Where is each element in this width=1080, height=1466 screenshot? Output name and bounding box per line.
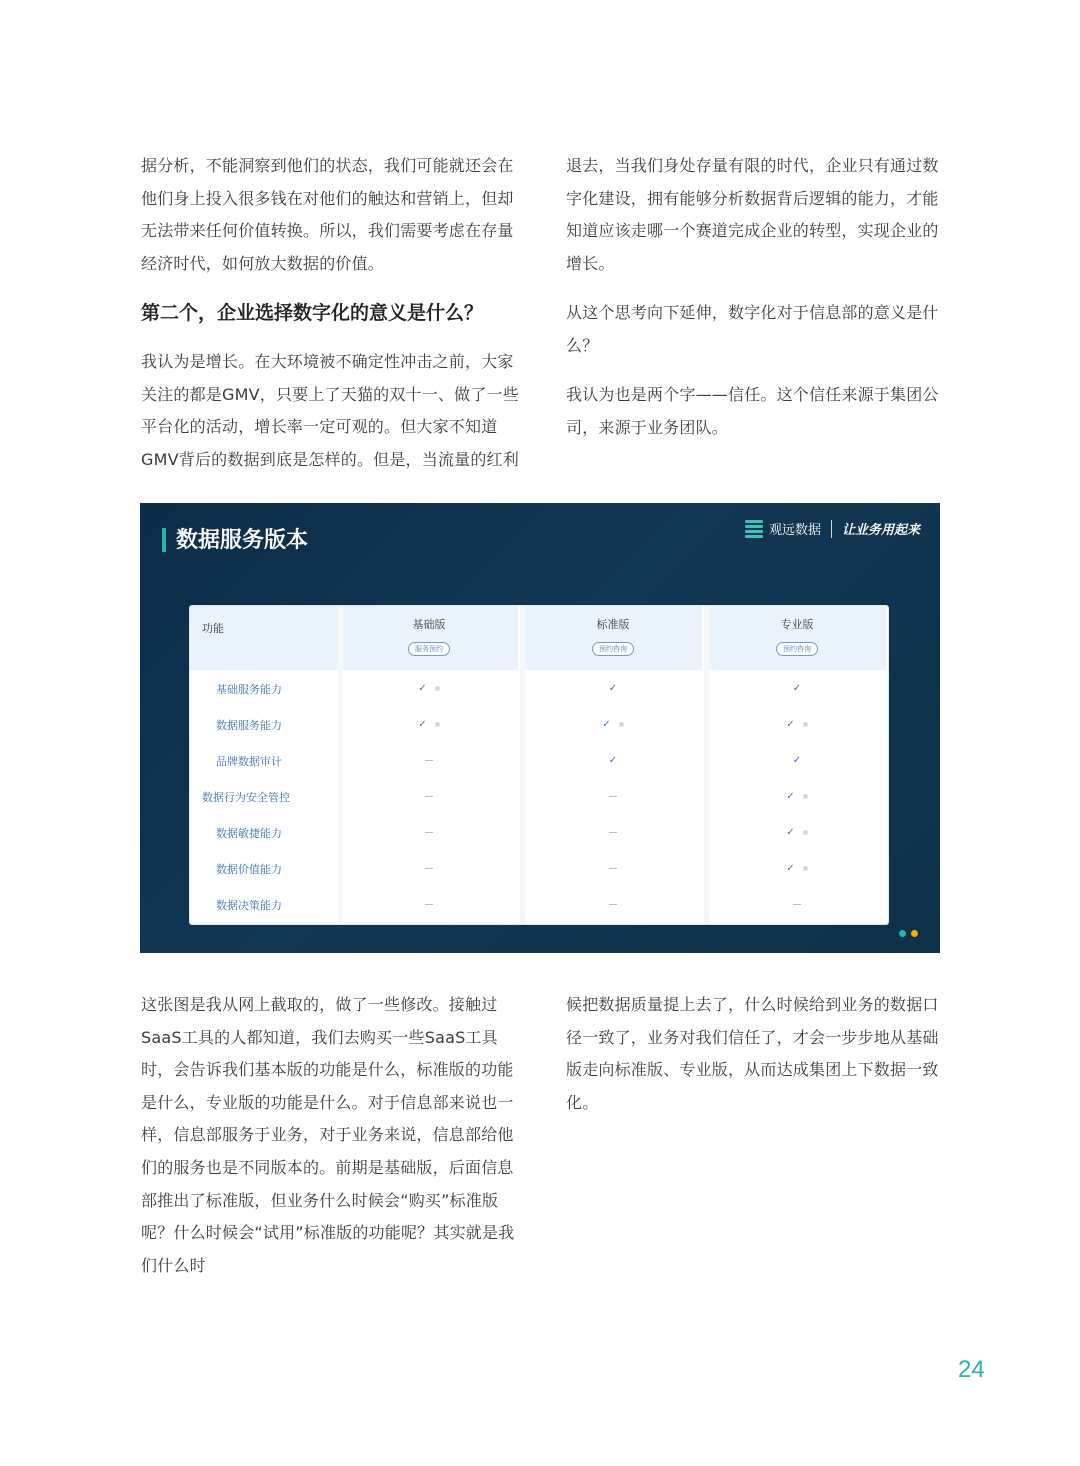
check-icon: ✓: [792, 754, 802, 766]
plan-button[interactable]: 服务预约: [408, 642, 450, 656]
feature-label: 品牌数据审计: [216, 755, 282, 768]
plan-header-cell: [524, 606, 702, 670]
figure-version-comparison: [140, 503, 940, 953]
plan-cell: [708, 742, 886, 778]
feature-label: 数据决策能力: [216, 899, 282, 912]
dash-icon: [609, 796, 617, 797]
plan-cell: [708, 706, 886, 742]
plan-name: 标准版: [596, 618, 630, 631]
plan-cell: [708, 778, 886, 814]
title-accent-bar: [162, 528, 166, 552]
check-icon: ✓: [608, 682, 618, 694]
feature-header-cell: [190, 606, 338, 670]
check-icon: ✓: [418, 682, 427, 694]
check-icon: ✓: [608, 754, 618, 766]
plan-cell: [708, 886, 886, 922]
text-column-top-left: [141, 150, 519, 280]
brand: [745, 519, 920, 538]
check-icon: ✓: [786, 718, 795, 730]
feature-label: 基础服务能力: [216, 683, 282, 696]
carousel-dots: [899, 930, 918, 937]
paragraph: 我认为也是两个字——信任。这个信任来源于集团公司，来源于业务团队。: [566, 385, 939, 437]
plan-header-cell: [340, 606, 518, 670]
plan-button[interactable]: 预约咨询: [776, 642, 818, 656]
brand-slogan: 让业务用起来: [841, 523, 920, 538]
partial-dot-icon: [803, 866, 808, 871]
plan-cell: [524, 706, 702, 742]
paragraph: 退去，当我们身处存量有限的时代，企业只有通过数字化建设，拥有能够分析数据背后逻辑的能力，才能知道应该走哪一个赛道完成企业的转型，实现企业的增长。: [566, 156, 939, 273]
plan-button[interactable]: 预约咨询: [592, 642, 634, 656]
table-body: [190, 606, 888, 924]
partial-dot-icon: [803, 830, 808, 835]
plan-cell: [340, 778, 518, 814]
plan-cell: [708, 814, 886, 850]
paragraph: 候把数据质量提上去了，什么时候给到业务的数据口径一致了，业务对我们信任了，才会一步步地从基础版走向标准版、专业版，从而达成集团上下数据一致化。: [566, 995, 939, 1112]
plan-name: 基础版: [412, 618, 446, 631]
text-column-top-right-2: [566, 297, 944, 362]
plan-header-cell: [708, 606, 886, 670]
feature-label: 数据行为安全管控: [202, 791, 290, 804]
figure-title: 数据服务版本: [176, 528, 309, 553]
plan-comparison-table: [190, 606, 888, 924]
section-heading: 第二个，企业选择数字化的意义是什么？: [141, 302, 484, 324]
plan-cell: [524, 778, 702, 814]
paragraph: 从这个思考向下延伸，数字化对于信息部的意义是什么？: [566, 303, 939, 355]
text-column-top-left-2: [141, 346, 519, 476]
partial-dot-icon: [619, 722, 624, 727]
plan-cell: [340, 886, 518, 922]
plan-name: 专业版: [780, 618, 814, 631]
check-icon: ✓: [602, 718, 611, 730]
dash-icon: [609, 832, 617, 833]
check-icon: ✓: [786, 790, 795, 802]
dash-icon: [425, 832, 433, 833]
plan-cell: [524, 670, 702, 706]
page-number: 24: [958, 1356, 985, 1383]
paragraph: 我认为是增长。在大环境被不确定性冲击之前，大家关注的都是GMV，只要上了天猫的双十一、做了一些平台化的活动，增长率一定可观的。但大家不知道GMV背后的数据到底是怎样的。但是，当流量的红利: [141, 352, 519, 469]
partial-dot-icon: [435, 686, 440, 691]
dash-icon: [425, 904, 433, 905]
section-heading-wrap: [141, 298, 519, 328]
dash-icon: [609, 868, 617, 869]
partial-dot-icon: [803, 794, 808, 799]
plan-cell: [340, 814, 518, 850]
partial-dot-icon: [435, 722, 440, 727]
check-icon: ✓: [418, 718, 427, 730]
feature-label: 数据价值能力: [216, 863, 282, 876]
check-icon: ✓: [786, 862, 795, 874]
brand-name: 观远数据: [768, 523, 821, 538]
text-column-bottom-right: [566, 989, 944, 1119]
text-column-bottom-left: [141, 989, 519, 1282]
plan-cell: [340, 742, 518, 778]
dash-icon: [793, 904, 801, 905]
feature-label: 数据服务能力: [216, 719, 282, 732]
plan-cell: [524, 814, 702, 850]
paragraph: 这张图是我从网上截取的，做了一些修改。接触过SaaS工具的人都知道，我们去购买一些SaaS工具时，会告诉我们基本版的功能是什么，标准版的功能是什么，专业版的功能是什么。对于信息部来说也一样，信息部服务于业务，对于业务来说，信息部给他们的服务也是不同版本的。前期是基础版，后面信息部推出了标准版，但业务什么时候会“购买”标准版呢？什么时候会“试用”标准版的功能呢？其实就是我们什么时: [141, 995, 515, 1275]
plan-cell: [708, 670, 886, 706]
feature-header-label: 功能: [202, 622, 224, 635]
plan-cell: [524, 886, 702, 922]
check-icon: ✓: [786, 826, 795, 838]
plan-cell: [340, 850, 518, 886]
dash-icon: [609, 904, 617, 905]
plan-cell: [524, 742, 702, 778]
paragraph: 据分析，不能洞察到他们的状态，我们可能就还会在他们身上投入很多钱在对他们的触达和营销上，但却无法带来任何价值转换。所以，我们需要考虑在存量经济时代，如何放大数据的价值。: [141, 156, 514, 273]
text-column-top-right: [566, 150, 944, 280]
partial-dot-icon: [803, 722, 808, 727]
plan-cell: [340, 670, 518, 706]
carousel-dot: [899, 930, 906, 937]
plan-cell: [340, 706, 518, 742]
brand-logo-icon: [745, 520, 763, 538]
dash-icon: [425, 796, 433, 797]
feature-label: 数据敏捷能力: [216, 827, 282, 840]
plan-cell: [524, 850, 702, 886]
carousel-dot: [911, 930, 918, 937]
plan-cell: [708, 850, 886, 886]
check-icon: ✓: [792, 682, 802, 694]
brand-divider: [831, 520, 832, 538]
dash-icon: [425, 760, 433, 761]
text-column-top-right-3: [566, 379, 944, 444]
dash-icon: [425, 868, 433, 869]
